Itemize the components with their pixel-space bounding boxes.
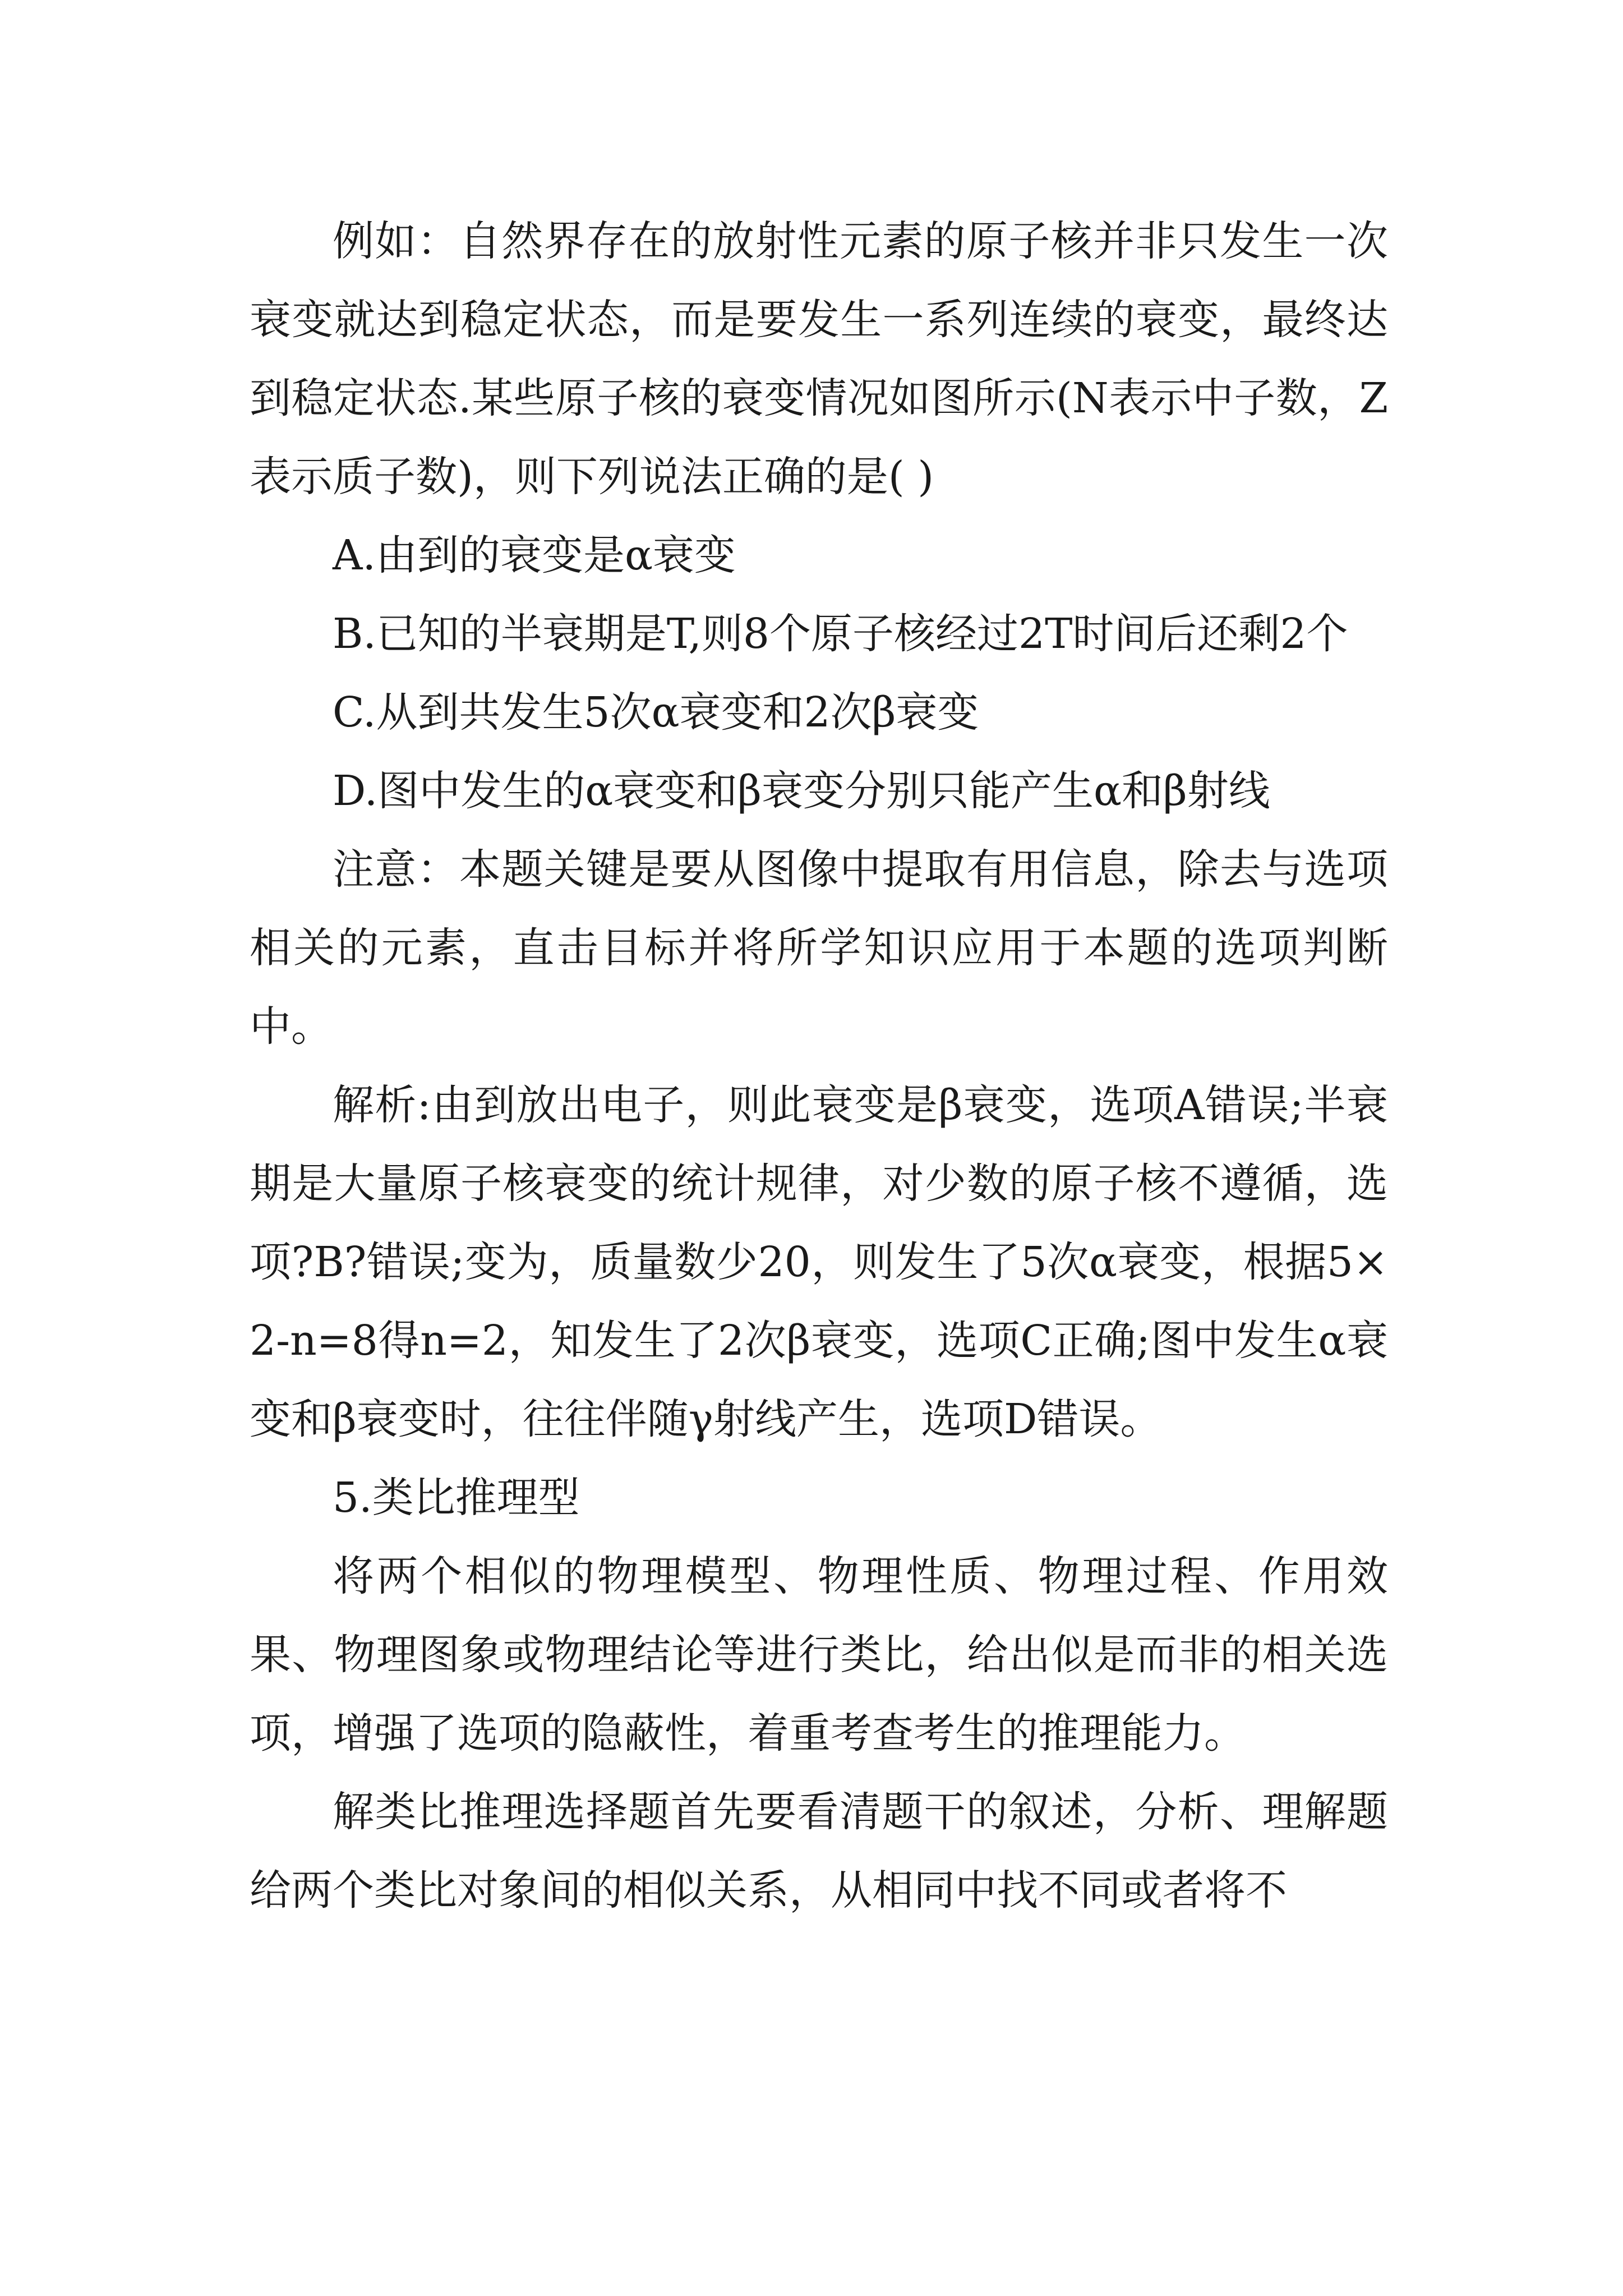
note-paragraph: 注意：本题关键是要从图像中提取有用信息，除去与选项相关的元素，直击目标并将所学知识应用于本题的选项判断中。 [250, 845, 1388, 1051]
document-body [250, 202, 1388, 1930]
analogy-description-paragraph: 将两个相似的物理模型、物理性质、物理过程、作用效果、物理图象或物理结论等进行类比，给出似是而非的相关选项，增强了选项的隐蔽性，着重考查考生的推理能力。 [250, 1552, 1388, 1757]
option-a: A.由到的衰变是α衰变 [333, 531, 736, 579]
option-b: B.已知的半衰期是T,则8个原子核经过2T时间后还剩2个 [333, 610, 1348, 658]
option-c: C.从到共发生5次α衰变和2次β衰变 [333, 688, 979, 737]
analogy-method-paragraph: 解类比推理选择题首先要看清题干的叙述，分析、理解题给两个类比对象间的相似关系，从相同中找不同或者将不 [250, 1788, 1388, 1915]
section-heading: 5.类比推理型 [333, 1474, 580, 1522]
option-d: D.图中发生的α衰变和β衰变分别只能产生α和β射线 [333, 767, 1270, 815]
analysis-paragraph: 解析:由到放出电子，则此衰变是β衰变，选项A错误;半衰期是大量原子核衰变的统计规律，对少数的原子核不遵循，选项?B?错误;变为，质量数少20，则发生了5次α衰变，根据5×2-n=8得n=2，知发生了2次β衰变，选项C正确;图中发生α衰变和β衰变时，往往伴随γ射线产生，选项D错误。 [250, 1081, 1388, 1443]
example-paragraph: 例如：自然界存在的放射性元素的原子核并非只发生一次衰变就达到稳定状态，而是要发生一系列连续的衰变，最终达到稳定状态.某些原子核的衰变情况如图所示(N表示中子数，Z表示质子数)，则下列说法正确的是( ) [250, 217, 1388, 501]
